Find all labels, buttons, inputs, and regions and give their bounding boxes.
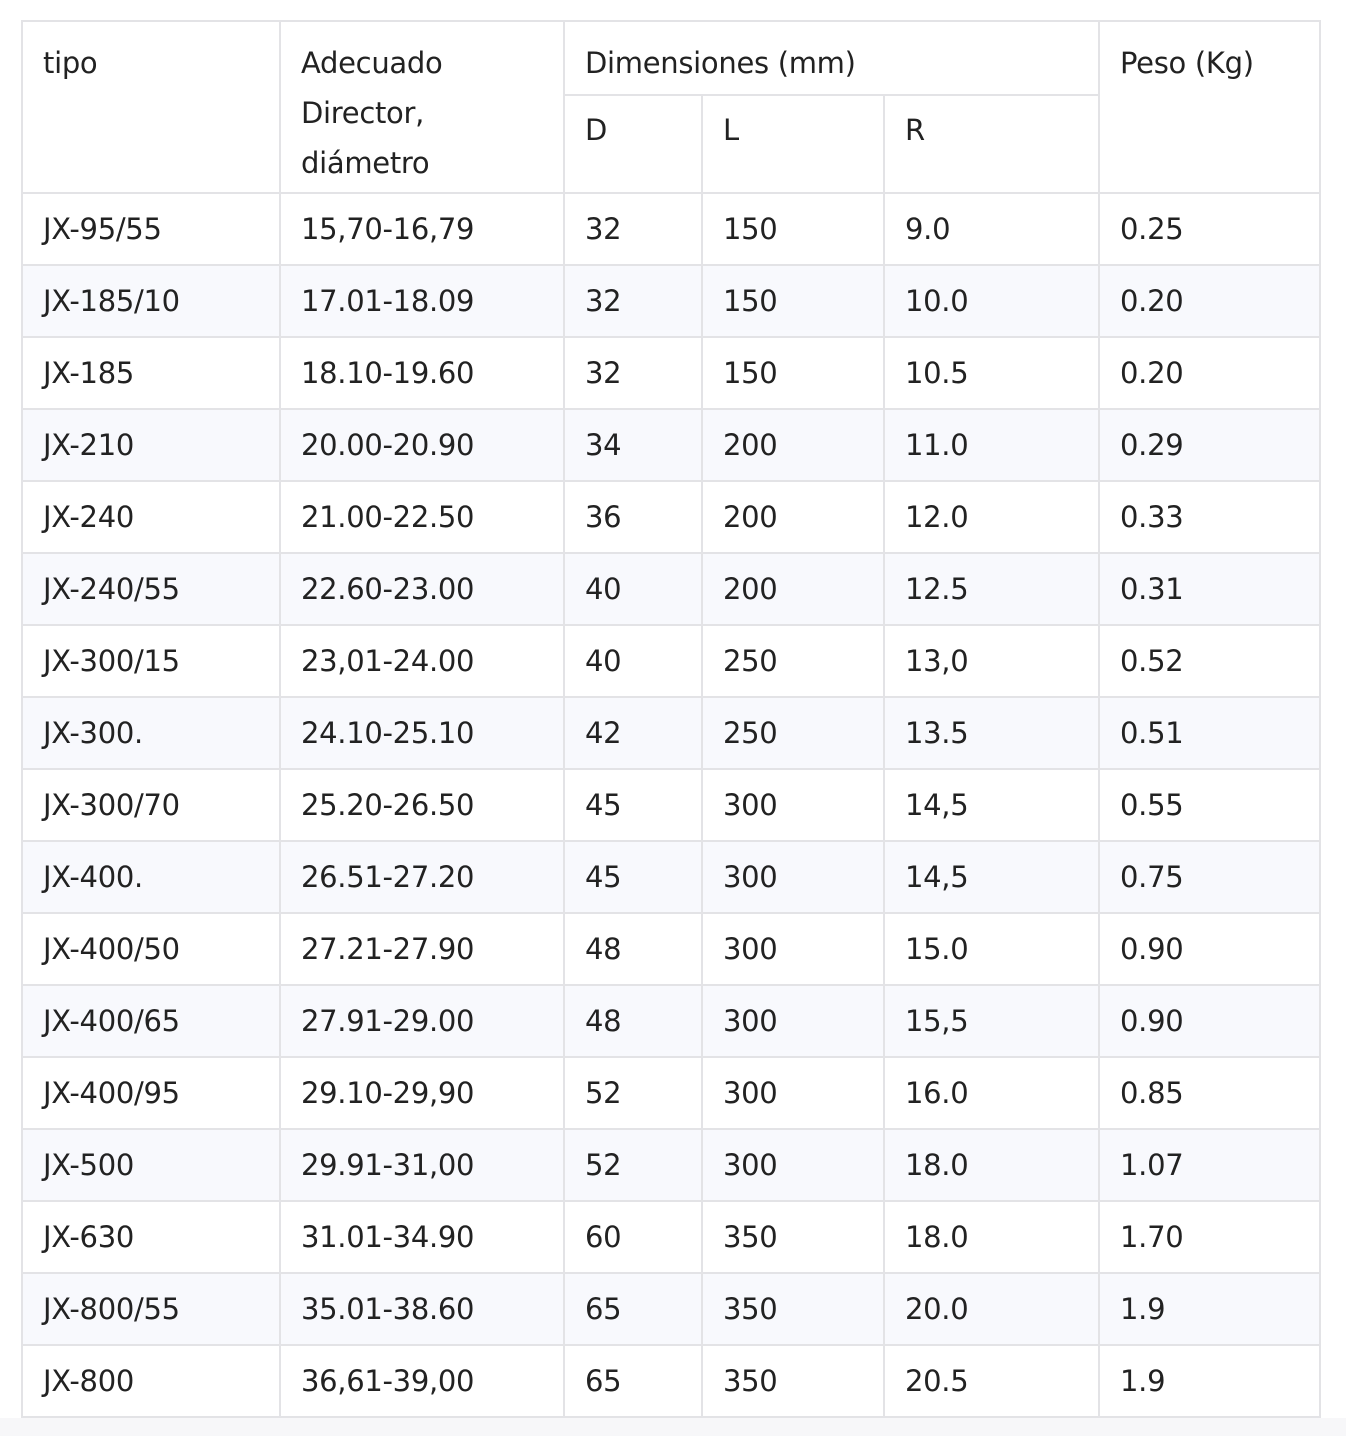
cell-adecuado: 27.21-27.90	[280, 913, 564, 985]
cell-peso: 0.20	[1099, 265, 1320, 337]
cell-peso: 0.31	[1099, 553, 1320, 625]
cell-peso: 0.51	[1099, 697, 1320, 769]
cell-d: 65	[564, 1345, 702, 1417]
cell-adecuado: 18.10-19.60	[280, 337, 564, 409]
cell-adecuado: 29.10-29,90	[280, 1057, 564, 1129]
header-adecuado: Adecuado Director, diámetro	[280, 21, 564, 193]
table-row	[22, 913, 1320, 985]
cell-l: 300	[702, 913, 884, 985]
cell-d: 45	[564, 769, 702, 841]
page-bottom-strip	[0, 1418, 1346, 1436]
cell-d: 48	[564, 913, 702, 985]
header-l: L	[702, 95, 884, 193]
cell-r: 20.0	[884, 1273, 1099, 1345]
table-body	[22, 193, 1320, 1417]
cell-peso: 1.07	[1099, 1129, 1320, 1201]
cell-l: 300	[702, 841, 884, 913]
table-row	[22, 841, 1320, 913]
cell-l: 150	[702, 337, 884, 409]
cell-l: 200	[702, 481, 884, 553]
cell-tipo: JX-800	[22, 1345, 280, 1417]
cell-r: 14,5	[884, 769, 1099, 841]
cell-peso: 0.33	[1099, 481, 1320, 553]
cell-d: 52	[564, 1129, 702, 1201]
cell-peso: 0.52	[1099, 625, 1320, 697]
cell-r: 18.0	[884, 1201, 1099, 1273]
cell-peso: 0.85	[1099, 1057, 1320, 1129]
cell-l: 250	[702, 625, 884, 697]
cell-adecuado: 15,70-16,79	[280, 193, 564, 265]
table-row	[22, 193, 1320, 265]
table-header	[22, 21, 1320, 193]
cell-peso: 1.70	[1099, 1201, 1320, 1273]
cell-d: 42	[564, 697, 702, 769]
cell-adecuado: 20.00-20.90	[280, 409, 564, 481]
cell-d: 40	[564, 625, 702, 697]
cell-adecuado: 22.60-23.00	[280, 553, 564, 625]
cell-peso: 0.29	[1099, 409, 1320, 481]
table-row	[22, 769, 1320, 841]
cell-l: 200	[702, 409, 884, 481]
cell-r: 15.0	[884, 913, 1099, 985]
cell-peso: 0.25	[1099, 193, 1320, 265]
cell-r: 13.5	[884, 697, 1099, 769]
cell-r: 14,5	[884, 841, 1099, 913]
cell-tipo: JX-210	[22, 409, 280, 481]
cell-adecuado: 17.01-18.09	[280, 265, 564, 337]
cell-d: 32	[564, 337, 702, 409]
cell-d: 48	[564, 985, 702, 1057]
cell-tipo: JX-300/15	[22, 625, 280, 697]
table-row	[22, 553, 1320, 625]
table-row	[22, 1201, 1320, 1273]
cell-d: 52	[564, 1057, 702, 1129]
cell-d: 40	[564, 553, 702, 625]
cell-r: 10.0	[884, 265, 1099, 337]
header-d: D	[564, 95, 702, 193]
specs-table	[21, 20, 1321, 1418]
cell-r: 9.0	[884, 193, 1099, 265]
cell-d: 36	[564, 481, 702, 553]
table-row	[22, 1057, 1320, 1129]
cell-adecuado: 31.01-34.90	[280, 1201, 564, 1273]
cell-d: 32	[564, 193, 702, 265]
cell-d: 32	[564, 265, 702, 337]
cell-l: 350	[702, 1201, 884, 1273]
cell-tipo: JX-400/65	[22, 985, 280, 1057]
cell-l: 150	[702, 265, 884, 337]
cell-adecuado: 29.91-31,00	[280, 1129, 564, 1201]
table-row	[22, 265, 1320, 337]
header-r: R	[884, 95, 1099, 193]
cell-tipo: JX-400/50	[22, 913, 280, 985]
cell-tipo: JX-630	[22, 1201, 280, 1273]
cell-adecuado: 25.20-26.50	[280, 769, 564, 841]
cell-tipo: JX-500	[22, 1129, 280, 1201]
cell-adecuado: 27.91-29.00	[280, 985, 564, 1057]
table-row	[22, 337, 1320, 409]
table-row	[22, 985, 1320, 1057]
cell-l: 300	[702, 769, 884, 841]
cell-tipo: JX-95/55	[22, 193, 280, 265]
cell-tipo: JX-400/95	[22, 1057, 280, 1129]
cell-peso: 1.9	[1099, 1345, 1320, 1417]
cell-d: 45	[564, 841, 702, 913]
cell-r: 18.0	[884, 1129, 1099, 1201]
cell-d: 65	[564, 1273, 702, 1345]
cell-peso: 0.90	[1099, 913, 1320, 985]
cell-adecuado: 21.00-22.50	[280, 481, 564, 553]
cell-peso: 0.20	[1099, 337, 1320, 409]
cell-tipo: JX-800/55	[22, 1273, 280, 1345]
cell-adecuado: 35.01-38.60	[280, 1273, 564, 1345]
cell-tipo: JX-400.	[22, 841, 280, 913]
header-row	[22, 21, 1320, 95]
cell-adecuado: 26.51-27.20	[280, 841, 564, 913]
cell-l: 300	[702, 1057, 884, 1129]
cell-tipo: JX-240	[22, 481, 280, 553]
cell-l: 350	[702, 1345, 884, 1417]
cell-tipo: JX-300/70	[22, 769, 280, 841]
cell-r: 10.5	[884, 337, 1099, 409]
table-row	[22, 1129, 1320, 1201]
cell-l: 250	[702, 697, 884, 769]
cell-peso: 0.75	[1099, 841, 1320, 913]
header-dimensiones: Dimensiones (mm)	[564, 21, 1099, 95]
cell-l: 350	[702, 1273, 884, 1345]
table-row	[22, 409, 1320, 481]
cell-l: 300	[702, 1129, 884, 1201]
cell-tipo: JX-185/10	[22, 265, 280, 337]
cell-r: 13,0	[884, 625, 1099, 697]
cell-tipo: JX-185	[22, 337, 280, 409]
cell-r: 12.5	[884, 553, 1099, 625]
cell-r: 20.5	[884, 1345, 1099, 1417]
cell-peso: 0.55	[1099, 769, 1320, 841]
cell-tipo: JX-240/55	[22, 553, 280, 625]
specs-table-container	[21, 20, 1321, 1418]
table-row	[22, 625, 1320, 697]
cell-d: 60	[564, 1201, 702, 1273]
cell-adecuado: 36,61-39,00	[280, 1345, 564, 1417]
cell-r: 16.0	[884, 1057, 1099, 1129]
table-row	[22, 1345, 1320, 1417]
header-peso: Peso (Kg)	[1099, 21, 1320, 193]
cell-peso: 0.90	[1099, 985, 1320, 1057]
cell-r: 15,5	[884, 985, 1099, 1057]
cell-tipo: JX-300.	[22, 697, 280, 769]
table-row	[22, 1273, 1320, 1345]
cell-l: 200	[702, 553, 884, 625]
cell-l: 300	[702, 985, 884, 1057]
cell-l: 150	[702, 193, 884, 265]
table-row	[22, 481, 1320, 553]
cell-adecuado: 24.10-25.10	[280, 697, 564, 769]
table-row	[22, 697, 1320, 769]
cell-peso: 1.9	[1099, 1273, 1320, 1345]
cell-adecuado: 23,01-24.00	[280, 625, 564, 697]
header-tipo: tipo	[22, 21, 280, 193]
cell-r: 11.0	[884, 409, 1099, 481]
cell-d: 34	[564, 409, 702, 481]
cell-r: 12.0	[884, 481, 1099, 553]
